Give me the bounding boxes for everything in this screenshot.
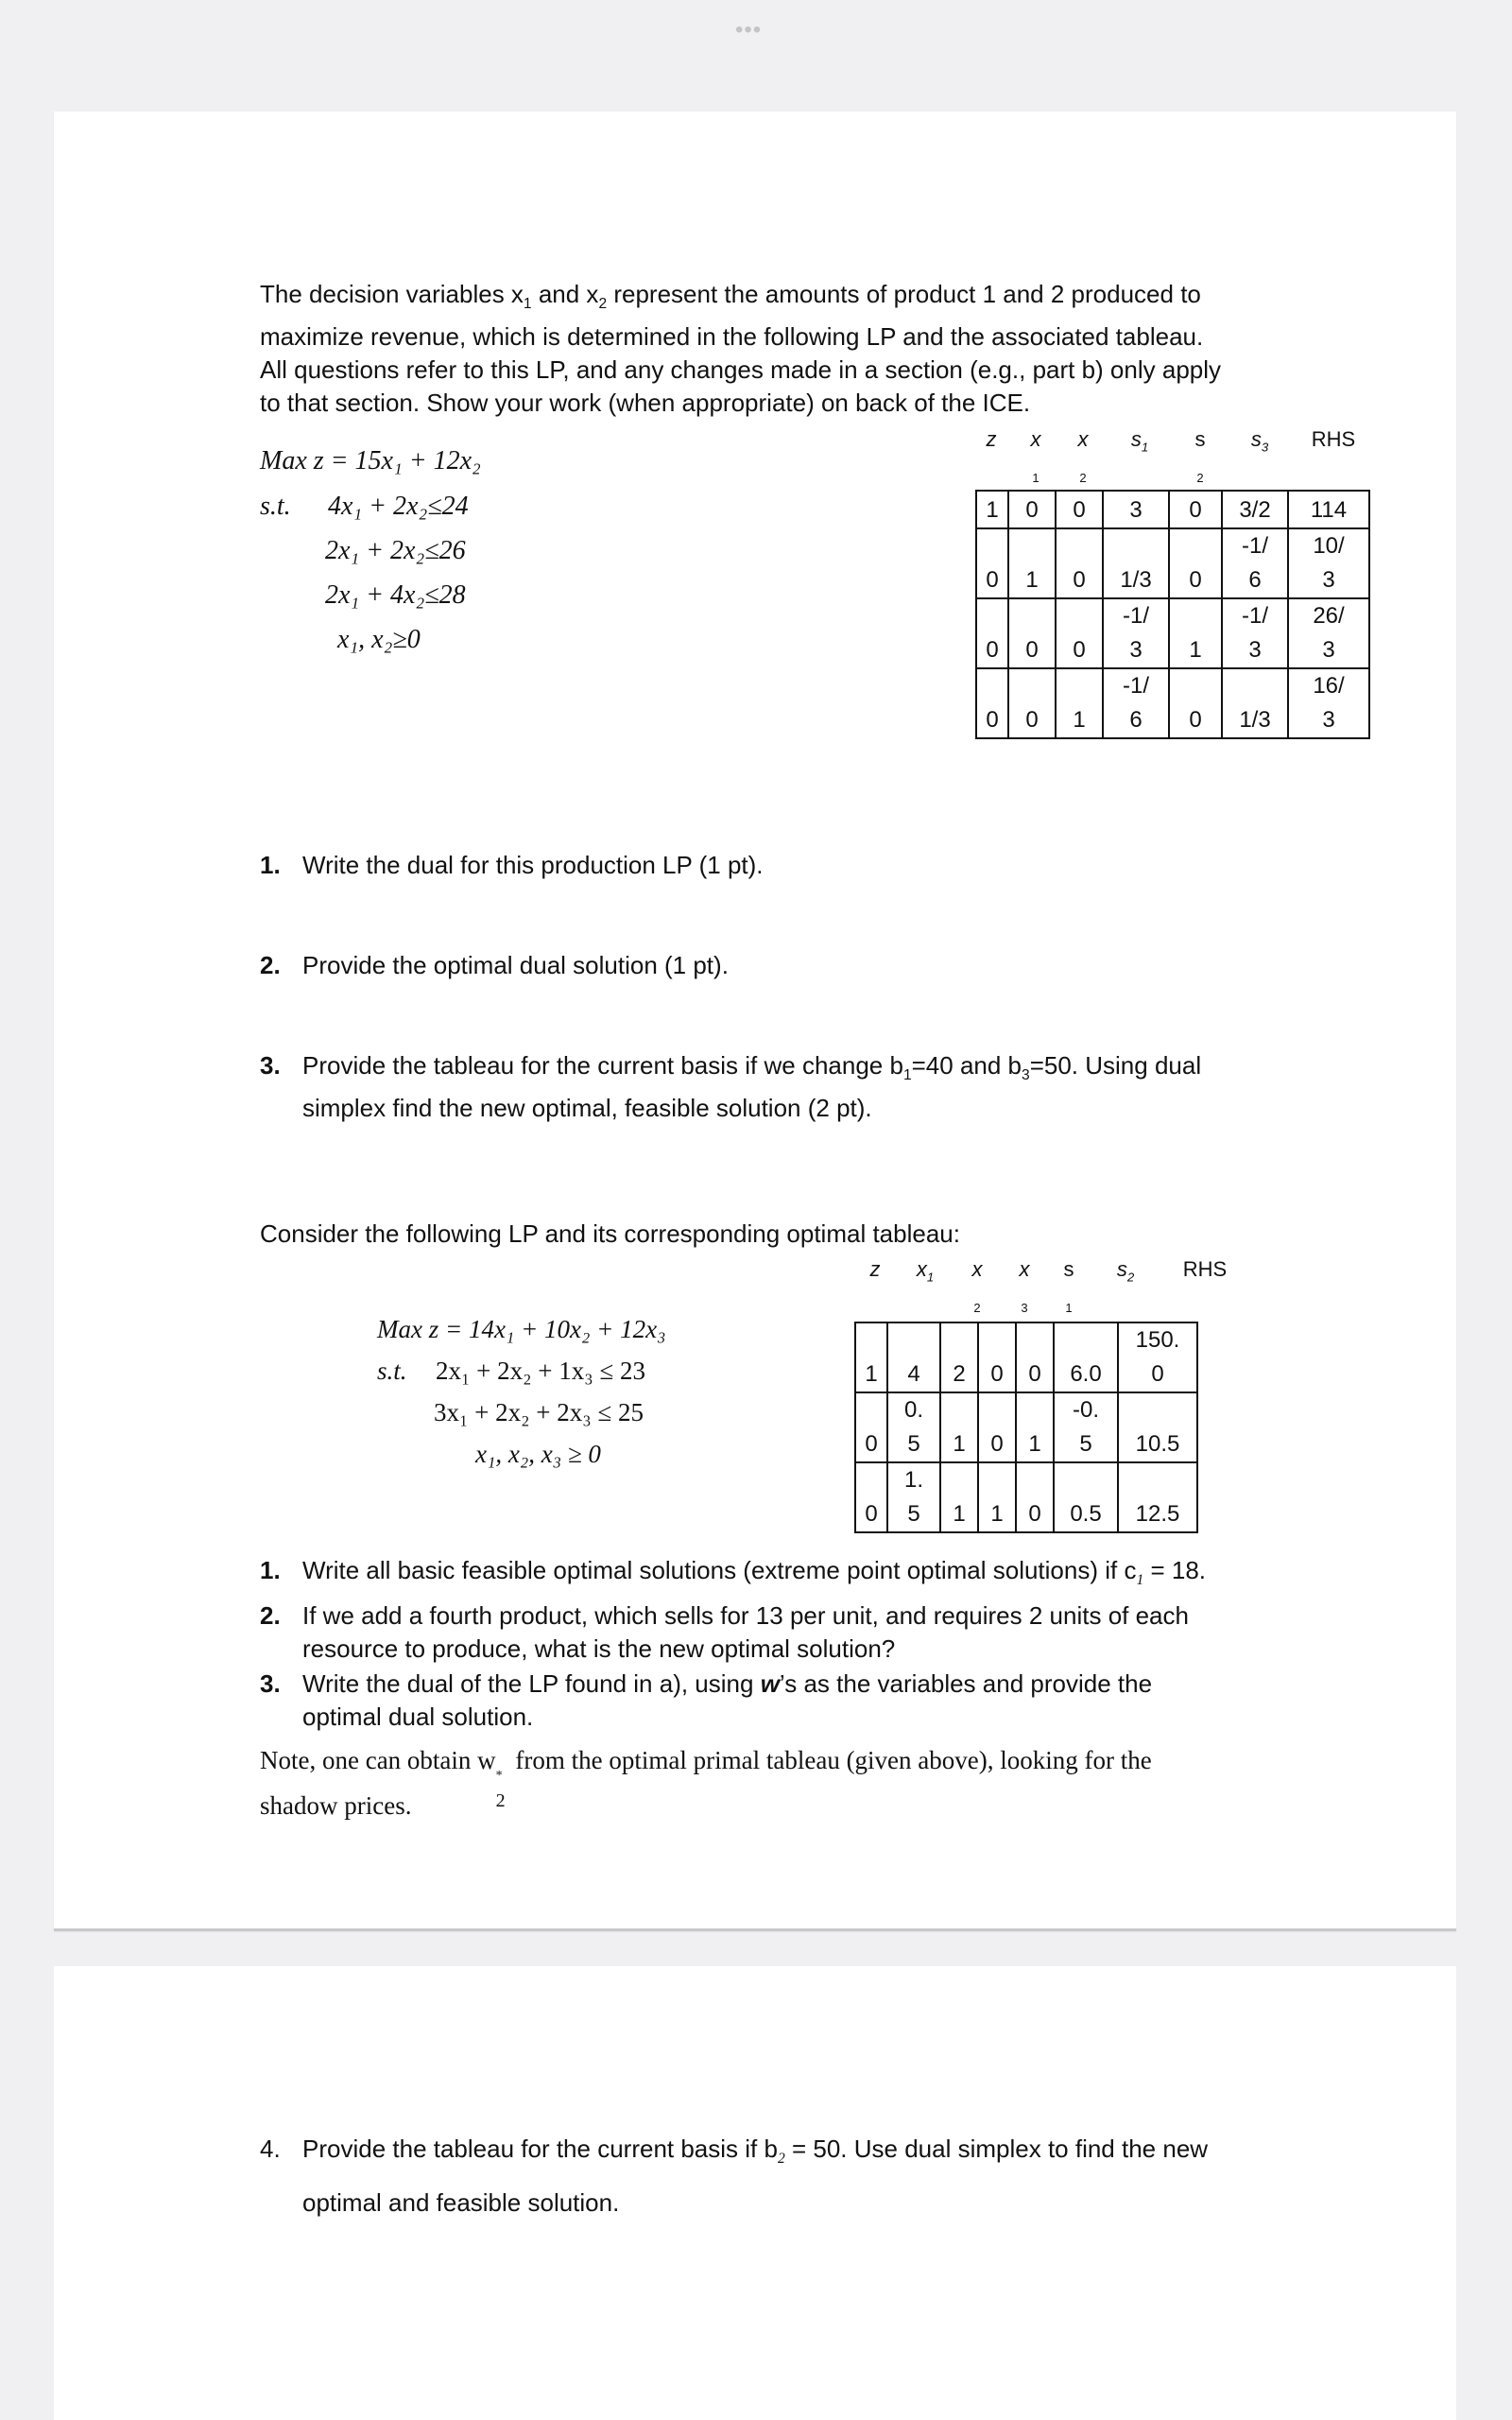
intro-line-2: maximize revenue, which is determined in the following LP and the associated tableau. [260,322,1204,352]
note-paragraph [260,1737,1347,1828]
table-cell: 150. 0 [1118,1322,1197,1392]
t2-header-x1: $x_1$ [916,1257,935,1285]
table-cell: 1 [1056,668,1103,738]
table-row [855,1322,1197,1392]
t2-header-x3-sub: 3 [1021,1301,1028,1315]
table-cell: 0 [1008,598,1056,668]
lp1-st-label: s.t. [260,492,291,521]
table-row [976,668,1369,738]
t1-header-s1: $s_1$ [1130,427,1149,455]
table-cell: 1 [1016,1392,1054,1462]
table-cell: 1 [1008,528,1056,598]
lp2-constraint-2: 3x₁ + 2x₂ + 2x₃ ≤ 25 [434,1398,644,1426]
intro-line-3: All questions refer to this LP, and any changes made in a section (e.g., part b) only apply [260,355,1222,385]
table-cell: 10/ 3 [1288,528,1369,598]
table-cell: 0 [976,598,1008,668]
table-cell: 0 [1169,491,1222,528]
table-cell: 0 [1008,668,1056,738]
window-handle-dots[interactable]: ••• [735,17,763,43]
t1-header-s2-sub: 2 [1196,471,1204,485]
table-cell: 1 [940,1392,978,1462]
lp1-nonnegativity: x₁, x₂≥0 [337,625,421,654]
t2-header-z: z [869,1257,881,1281]
t1-header-z: z [986,427,997,451]
table-cell: 4 [887,1322,940,1392]
table-cell: 0 [976,528,1008,598]
note-line-1: Note, one can obtain w * 2 from the optimal primal tableau (given above), looking for the [260,1746,1152,1811]
lp1-constraint-3: 2x₁ + 4x₂≤28 [325,580,466,610]
table-cell: 0 [1169,528,1222,598]
t2-header-s1-sub: 1 [1065,1301,1073,1315]
consider-heading: Consider the following LP and its corresponding optimal tableau: [260,1219,960,1248]
table-cell: 0 [1016,1322,1054,1392]
lp1-constraint-2: 2x₁ + 2x₂≤26 [325,536,466,565]
table-row [976,598,1369,668]
question-1-1: 1. Write the dual for this production LP (1 pt). [260,851,764,879]
table-cell: 0 [1008,491,1056,528]
table-row [976,528,1369,598]
tableau1 [975,490,1370,739]
table-cell: 10.5 [1118,1392,1197,1462]
table-cell: 2 [940,1322,978,1392]
table-cell: 0 [855,1392,887,1462]
intro-paragraph [260,278,1221,420]
table-cell: 0 [978,1392,1016,1462]
table-cell: 1 [940,1462,978,1532]
t1-header-x1-sub: 1 [1032,471,1040,485]
lp1-constraint-1: 4x₁ + 2x₂≤24 [328,492,469,521]
question-2-4: 4. Provide the tableau for the current basis if $b_2 = 50$. Use dual simplex to find the new optimal and feasible solution. [260,2135,1209,2218]
table-cell: 3/2 [1222,491,1288,528]
table-cell: 0 [978,1322,1016,1392]
lp2-constraint-1: 2x₁ + 2x₂ + 1x₃ ≤ 23 [436,1357,646,1385]
table-cell: 0 [1169,668,1222,738]
table-cell: -1/ 3 [1103,598,1169,668]
question-2-1: 1. Write all basic feasible optimal solutions (extreme point optimal solutions) if $c_1 = 18$. [260,1556,1207,1589]
table-cell: 0 [1056,528,1103,598]
table-cell: 114 [1288,491,1369,528]
tableau2 [854,1322,1198,1533]
t1-header-s2: s [1194,427,1206,451]
table-cell: -1/ 6 [1103,668,1169,738]
table-cell: -1/ 6 [1222,528,1288,598]
table-cell: 0 [855,1462,887,1532]
document-page-2 [54,1966,1456,2420]
lp2-nonnegativity: x₁, x₂, x₃ ≥ 0 [475,1440,601,1468]
t1-header-x2: x [1077,427,1089,451]
document-page-1 [54,112,1456,1931]
t1-header-x1: x [1030,427,1041,451]
t2-header-rhs: RHS [1182,1257,1228,1281]
table-cell: 0 [1056,598,1103,668]
table-cell: 1 [855,1322,887,1392]
note-line-2: shadow prices. [260,1791,412,1820]
t1-header-s3: $s_3$ [1250,427,1269,455]
table-cell: 1 [1169,598,1222,668]
table-cell: 0 [1016,1462,1054,1532]
table-cell: 1. 5 [887,1462,940,1532]
t1-header-rhs: RHS [1311,427,1356,451]
table-cell: 16/ 3 [1288,668,1369,738]
table-cell: 1/3 [1103,528,1169,598]
lp1-objective: Max z = 15x₁ + 12x₂ [260,446,481,475]
table-cell: 3 [1103,491,1169,528]
table-cell: 1/3 [1222,668,1288,738]
intro-line-4: to that section. Show your work (when appropriate) on back of the ICE. [260,389,1031,418]
question-2-3: 3. Write the dual of the LP found in a), using w’s as the variables and provide the optimal dual solution. [260,1669,1153,1731]
table-cell: 26/ 3 [1288,598,1369,668]
t2-header-x3: x [1019,1257,1030,1281]
table-cell: 0.5 [1054,1462,1118,1532]
lp2-objective: Max z = 14x₁ + 10x₂ + 12x₃ [377,1315,666,1343]
table-cell: 0 [976,668,1008,738]
table-cell: -1/ 3 [1222,598,1288,668]
question-1-3: 3. Provide the tableau for the current basis if we change $b_1=40$ and $b_3=50$. Using dual simplex find the new optimal, feasible solution (2 pt). [260,1051,1202,1123]
table-cell: 6.0 [1054,1322,1118,1392]
t2-header-s1: s [1063,1257,1074,1281]
table-row [855,1392,1197,1462]
table-cell: 1 [978,1462,1016,1532]
table-cell: 12.5 [1118,1462,1197,1532]
t2-header-x2-sub: 2 [973,1301,981,1315]
table-row [855,1462,1197,1532]
intro-line-1: The decision variables $x_1$ and $x_2$ represent the amounts of product 1 and 2 produced to [260,280,1201,313]
table-cell: 0. 5 [887,1392,940,1462]
question-1-2: 2. Provide the optimal dual solution (1 pt). [260,951,729,979]
t2-header-x2: x [971,1257,983,1281]
t2-header-s2: $s_2$ [1116,1257,1135,1285]
table-cell: 0 [1056,491,1103,528]
question-2-2: 2. If we add a fourth product, which sells for 13 per unit, and requires 2 units of each resource to produce, what is the new optimal solution? [260,1601,1189,1663]
lp2-st-label: s.t. [377,1357,407,1385]
table-cell: 1 [976,491,1008,528]
table-row [976,491,1369,528]
t1-header-x2-sub: 2 [1079,471,1087,485]
table-cell: -0. 5 [1054,1392,1118,1462]
